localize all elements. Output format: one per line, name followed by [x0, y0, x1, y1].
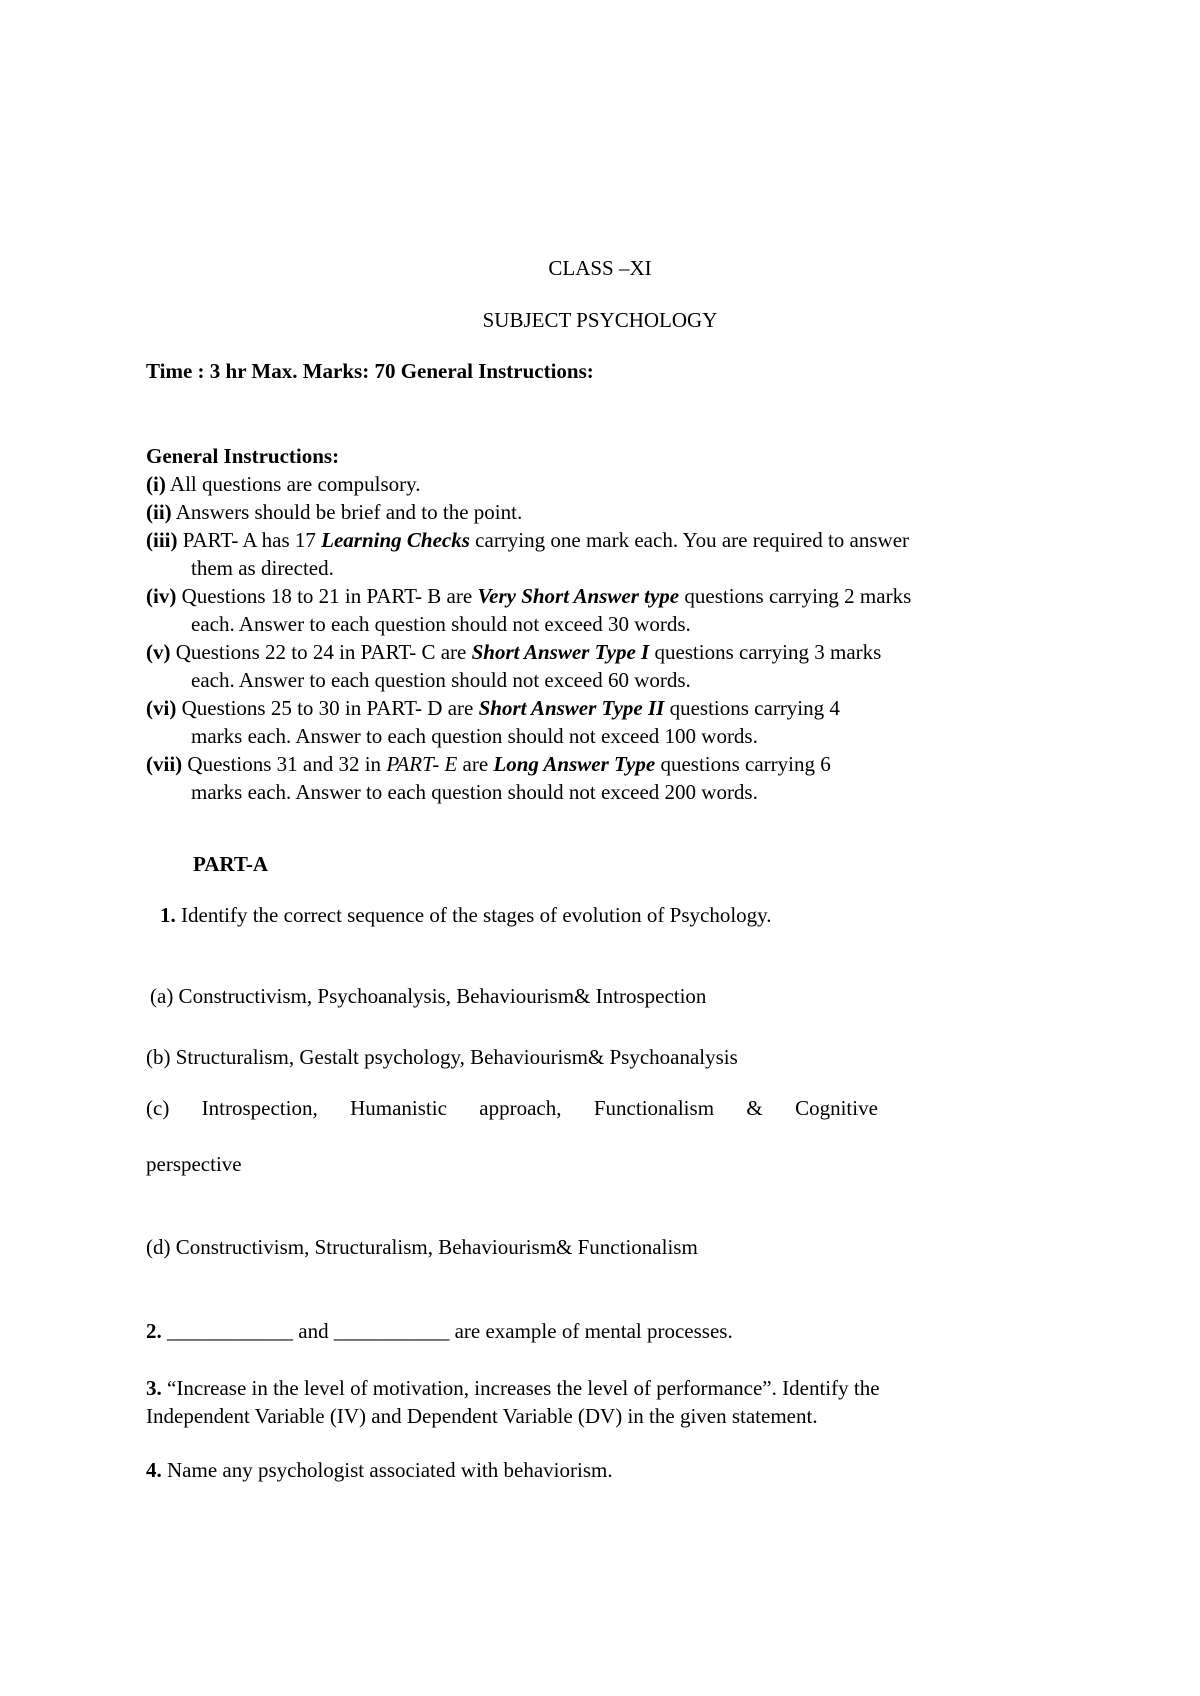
instruction-number: (ii) [146, 500, 172, 524]
instruction-vii [146, 750, 1076, 778]
instruction-number: (v) [146, 640, 171, 664]
option-c-word: (c) [146, 1096, 170, 1120]
instruction-continuation: each. Answer to each question should not exceed 30 words. [191, 612, 691, 636]
instruction-text: PART- A has 17 [182, 528, 322, 552]
option-a: (a) Constructivism, Psychoanalysis, Behaviourism& Introspection [150, 984, 707, 1008]
instruction-text: questions carrying 2 marks [679, 584, 912, 608]
instruction-continuation: marks each. Answer to each question should not exceed 100 words. [191, 724, 758, 748]
option-c-word: Humanistic [350, 1096, 447, 1120]
class-heading: CLASS –XI [548, 256, 652, 280]
time-marks-line: Time : 3 hr Max. Marks: 70 General Instructions: [146, 359, 594, 383]
question-text: “Increase in the level of motivation, increases the level of performance”. Identify the [167, 1376, 880, 1400]
instruction-text: Questions 25 to 30 in PART- D are [181, 696, 479, 720]
question-number: 3. [146, 1376, 162, 1400]
instruction-number: (vi) [146, 696, 177, 720]
instruction-number: (vii) [146, 752, 183, 776]
option-c-word: Functionalism [593, 1096, 715, 1120]
option-c-word: Cognitive [795, 1096, 878, 1120]
option-c-continuation: perspective [146, 1152, 242, 1176]
emphasis-text: Long Answer Type [493, 752, 656, 776]
instruction-text: Questions 18 to 21 in PART- B are [181, 584, 478, 608]
question-3-continuation: Independent Variable (IV) and Dependent Variable (DV) in the given statement. [146, 1404, 818, 1428]
question-text: Name any psychologist associated with behaviorism. [167, 1458, 613, 1482]
question-2 [146, 1317, 733, 1345]
option-c-word: approach, [479, 1096, 562, 1120]
instruction-text: Questions 22 to 24 in PART- C are [175, 640, 472, 664]
question-1 [160, 901, 772, 929]
instruction-text: are [457, 752, 494, 776]
emphasis-text: Short Answer Type II [478, 696, 665, 720]
instruction-text: All questions are compulsory. [169, 472, 421, 496]
question-text: Identify the correct sequence of the stages of evolution of Psychology. [181, 903, 772, 927]
italic-text: PART- E [386, 752, 458, 776]
emphasis-text: Very Short Answer type [477, 584, 680, 608]
instruction-text: Answers should be brief and to the point. [175, 500, 523, 524]
part-a-heading: PART-A [193, 852, 269, 876]
question-text: ____________ and ___________ are example of mental processes. [167, 1319, 733, 1343]
option-b: (b) Structuralism, Gestalt psychology, Behaviourism& Psychoanalysis [146, 1045, 738, 1069]
instruction-text: questions carrying 3 marks [649, 640, 882, 664]
question-number: 4. [146, 1458, 162, 1482]
option-c-word: & [746, 1096, 763, 1120]
subject-heading: SUBJECT PSYCHOLOGY [482, 308, 718, 332]
instruction-iii [146, 526, 1076, 554]
instruction-text: Questions 31 and 32 in [187, 752, 387, 776]
general-instructions [146, 442, 1076, 806]
option-c-word: Introspection, [201, 1096, 318, 1120]
instruction-number: (iii) [146, 528, 178, 552]
instruction-i [146, 470, 1076, 498]
instruction-continuation: marks each. Answer to each question should not exceed 200 words. [191, 780, 758, 804]
instructions-heading: General Instructions: [146, 444, 340, 468]
question-3 [146, 1374, 880, 1402]
instruction-v [146, 638, 1076, 666]
instruction-continuation: each. Answer to each question should not exceed 60 words. [191, 668, 691, 692]
option-c [146, 1094, 878, 1122]
instruction-vi [146, 694, 1076, 722]
instruction-text: questions carrying 4 [664, 696, 840, 720]
instruction-number: (iv) [146, 584, 177, 608]
question-4 [146, 1456, 613, 1484]
emphasis-text: Learning Checks [321, 528, 470, 552]
instruction-ii [146, 498, 1076, 526]
instruction-text: carrying one mark each. You are required to answer [469, 528, 910, 552]
instruction-continuation: them as directed. [191, 556, 334, 580]
instruction-text: questions carrying 6 [655, 752, 831, 776]
question-number: 1. [160, 903, 176, 927]
question-number: 2. [146, 1319, 162, 1343]
instruction-number: (i) [146, 472, 166, 496]
option-d: (d) Constructivism, Structuralism, Behaviourism& Functionalism [146, 1235, 698, 1259]
emphasis-text: Short Answer Type I [471, 640, 650, 664]
instruction-iv [146, 582, 1076, 610]
